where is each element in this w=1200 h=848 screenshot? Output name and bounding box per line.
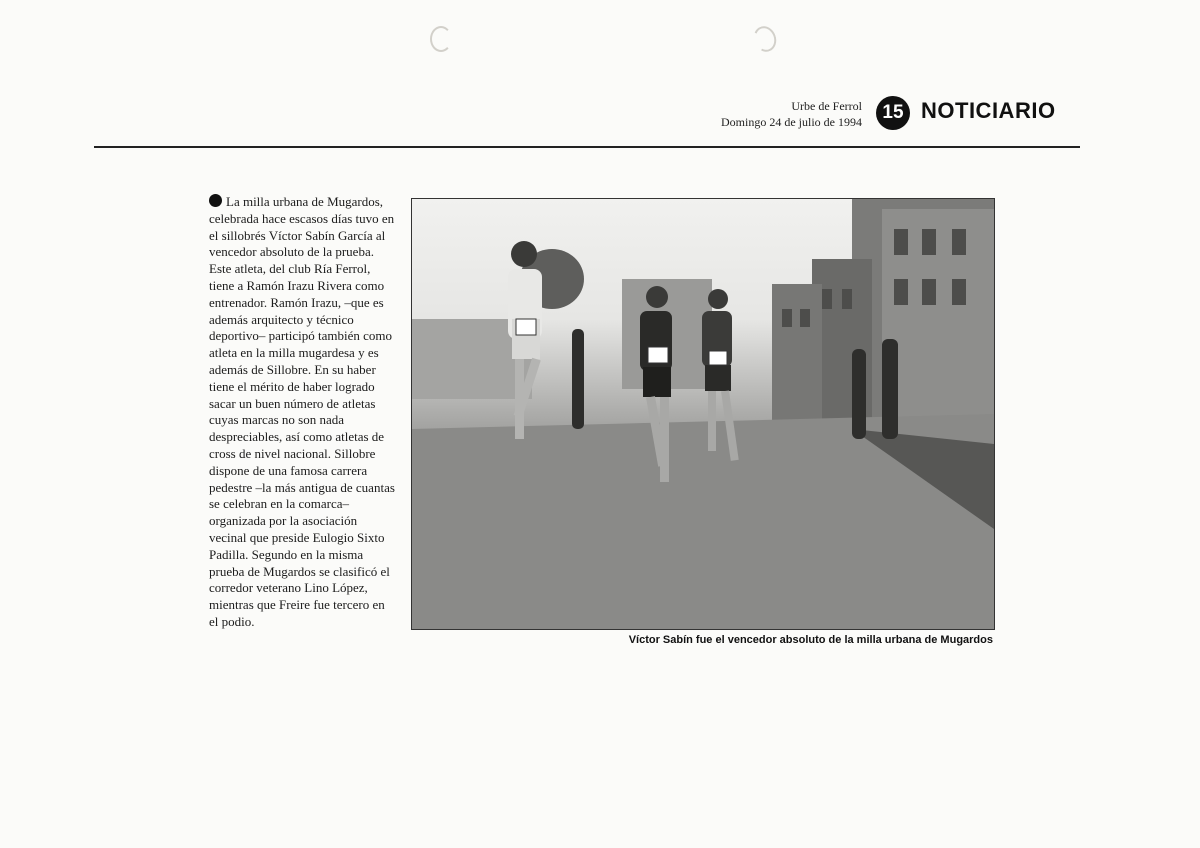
publication-date: Domingo 24 de julio de 1994 <box>721 115 862 129</box>
news-photo <box>411 198 995 630</box>
punch-hole-mark <box>750 23 780 55</box>
publication-info <box>721 98 862 130</box>
article-text: La milla urbana de Mugardos, celebrada hace escasos días tuvo en el sillobrés Víctor Sabín García al vencedor absoluto de la prueba. Este atleta, del club Ría Ferrol, tiene a Ramón Irazu Rivera como entrenador. Ramón Irazu, –que es además arquitecto y técnico deportivo– participó también como atleta en la milla mugardesa y es además de Sillobre. En su haber tiene el mérito de haber logrado sacar un buen número de atletas cuyas marcas no son nada despreciables, así como atletas de cross de nivel nacional. Sillobre dispone de una famosa carrera pedestre –la más antigua de cuantas se celebran en la comarca– organizada por la asociación vecinal que preside Eulogio Sixto Padilla. Segundo en la misma prueba de Mugardos se clasificó el corredor veterano Lino López, mientras que Freire fue tercero en el podio. <box>209 194 395 629</box>
page-number-badge: 15 <box>876 96 910 130</box>
photo-caption: Víctor Sabín fue el vencedor absoluto de la milla urbana de Mugardos <box>628 634 993 646</box>
publication-name: Urbe de Ferrol <box>791 99 862 113</box>
race-photo-illustration <box>412 199 994 629</box>
punch-hole-mark <box>430 26 452 52</box>
article-body <box>209 194 395 631</box>
header-rule <box>94 146 1080 148</box>
section-title: NOTICIARIO <box>921 98 1056 123</box>
bullet-icon <box>209 194 222 207</box>
runner-figure <box>508 241 542 439</box>
page-header <box>700 96 1060 136</box>
